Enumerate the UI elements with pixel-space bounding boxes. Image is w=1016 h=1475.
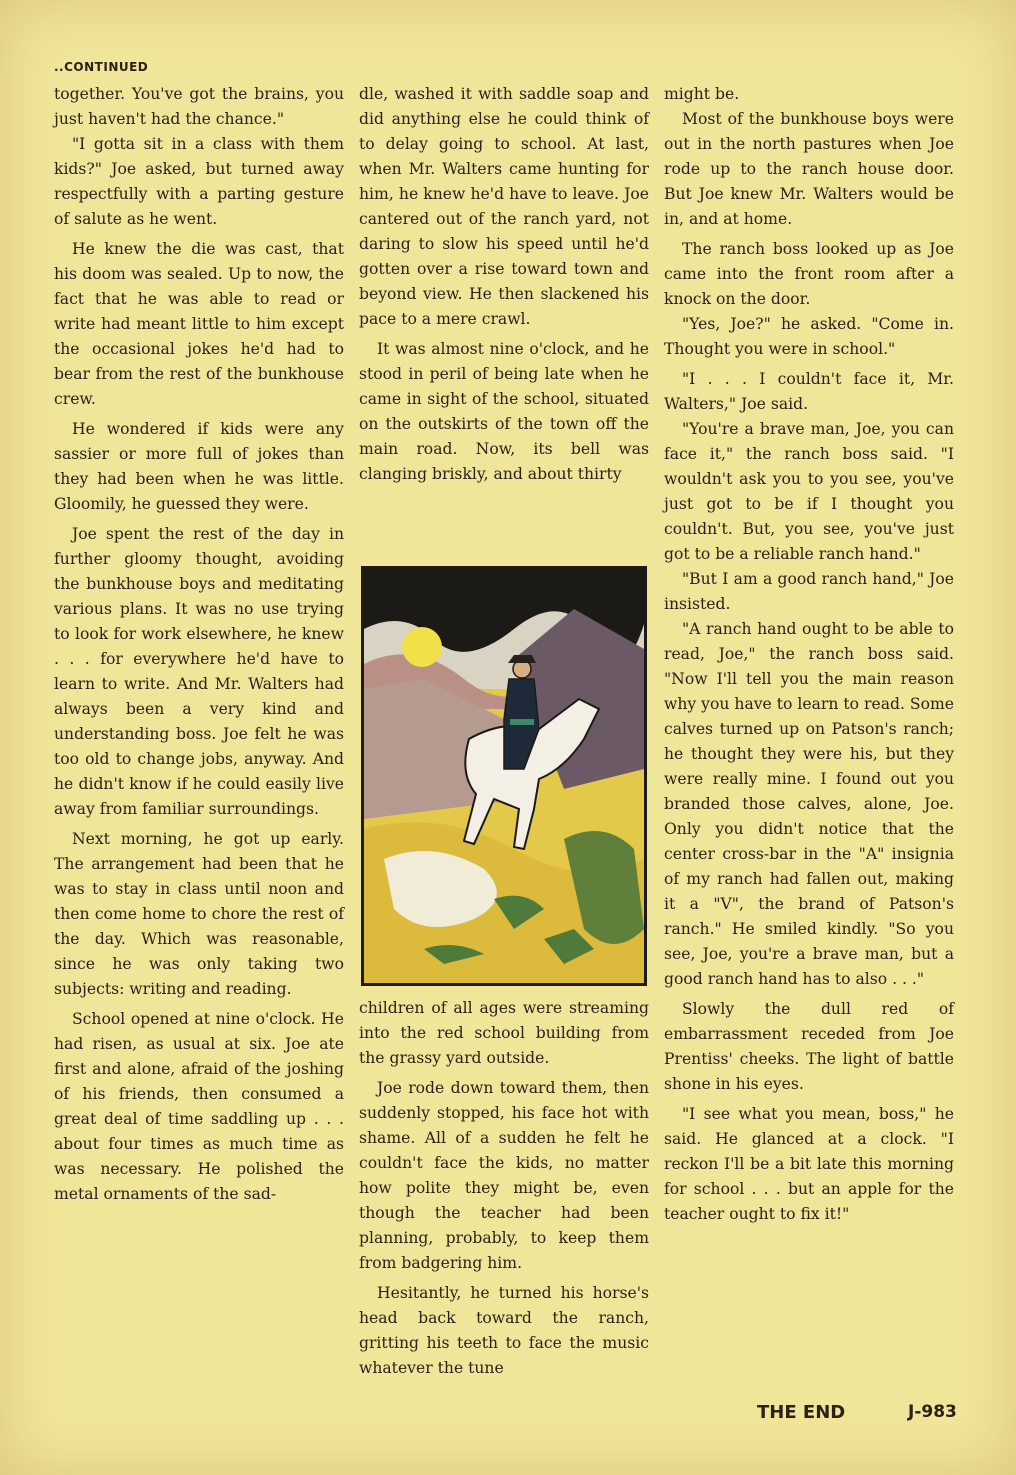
paragraph: He wondered if kids were any sassier or more full of jokes than they had been when he was little. Gloomily, he guessed they were. — [54, 420, 344, 513]
paragraph: might be. — [664, 85, 740, 103]
paragraph: dle, washed it with saddle soap and did anything else he could think of to delay going to school. At last, when Mr. Walters came hunting for him, he knew he'd have to leave. Joe cantered out of the ranch yard, not daring to slow his speed until he'd gotten over a rise toward town and beyond view. He then slackened his pace to a mere crawl. — [359, 85, 649, 328]
paragraph: He knew the die was cast, that his doom was sealed. Up to now, the fact that he was able to read or write had meant little to him except the occasional jokes he'd had to bear from the rest of the bunkhouse crew. — [54, 240, 344, 408]
paragraph: children of all ages were streaming into the red school building from the grassy yard outside. — [359, 999, 649, 1067]
text-column-2-top — [359, 82, 649, 487]
moon-icon — [402, 627, 442, 667]
paragraph: "A ranch hand ought to be able to read, Joe," the ranch boss said. "Now I'll tell you the main reason why you have to learn to read. Some calves turned up on Patson's ranch; he thought they were his, but they were really mine. I found out you branded those calves, alone, Joe. Only you didn't notice that the center cross-bar in the "A" insignia of my ranch had fallen out, making it a "V", the brand of Patson's ranch." He smiled kindly. "So you see, Joe, you're a brave man, but a good ranch hand has to also . . ." — [664, 620, 954, 988]
paragraph: "Yes, Joe?" he asked. "Come in. Thought you were in school." — [664, 315, 954, 358]
paragraph: "But I am a good ranch hand," Joe insisted. — [664, 570, 954, 613]
text-column-3 — [664, 82, 954, 1227]
paragraph: "I see what you mean, boss," he said. He glanced at a clock. "I reckon I'll be a bit late this morning for school . . . but an apple for the teacher ought to fix it!" — [664, 1105, 954, 1223]
cowboy-on-horse-illustration — [361, 566, 647, 986]
paragraph: Hesitantly, he turned his horse's head back toward the ranch, gritting his teeth to face the music whatever the tune — [359, 1284, 649, 1377]
paragraph: together. You've got the brains, you just haven't had the chance." — [54, 85, 344, 128]
night-ride-drawing — [364, 569, 644, 983]
paragraph: The ranch boss looked up as Joe came into the front room after a knock on the door. — [664, 240, 954, 308]
text-column-1 — [54, 82, 344, 1207]
paragraph: It was almost nine o'clock, and he stood in peril of being late when he came in sight of the school, situated on the outskirts of the town off the main road. Now, its bell was clanging briskly, and about thirty — [359, 340, 649, 483]
job-code-label: J-983 — [908, 1402, 957, 1422]
text-column-2-bottom — [359, 996, 649, 1381]
paragraph: "I gotta sit in a class with them kids?" Joe asked, but turned away respectfully with a parting gesture of salute as he went. — [54, 135, 344, 228]
paragraph: Next morning, he got up early. The arrangement had been that he was to stay in class until noon and then come home to chore the rest of the day. Which was reasonable, since he was only taking two subjects: writing and reading. — [54, 830, 344, 998]
paragraph: Joe spent the rest of the day in further gloomy thought, avoiding the bunkhouse boys and meditating various plans. It was no use trying to look for work elsewhere, he knew . . . for everywhere he'd have to learn to write. And Mr. Walters had always been a very kind and understanding boss. Joe felt he was too old to change jobs, anyway. And he didn't know if he could easily live away from familiar surroundings. — [54, 525, 344, 818]
continued-label: ..CONTINUED — [54, 60, 149, 74]
paragraph: Joe rode down toward them, then suddenly stopped, his face hot with shame. All of a sudden he felt he couldn't face the kids, no matter how polite they might be, even though the teacher had been planning, probably, to keep them from badgering him. — [359, 1079, 649, 1272]
paragraph: "You're a brave man, Joe, you can face it," the ranch boss said. "I wouldn't ask you to you see, you've just got to be if I thought you couldn't. But, you see, you've just got to be a reliable ranch hand." — [664, 420, 954, 563]
paragraph: "I . . . I couldn't face it, Mr. Walters," Joe said. — [664, 370, 954, 413]
paragraph: School opened at nine o'clock. He had risen, as usual at six. Joe ate first and alone, afraid of the joshing of his friends, then consumed a great deal of time saddling up . . . about four times as much time as was necessary. He polished the metal ornaments of the sad- — [54, 1010, 344, 1203]
the-end-label: THE END — [757, 1402, 846, 1423]
paragraph: Most of the bunkhouse boys were out in the north pastures when Joe rode up to the ranch house door. But Joe knew Mr. Walters would be in, and at home. — [664, 110, 954, 228]
paragraph: Slowly the dull red of embarrassment receded from Joe Prentiss' cheeks. The light of battle shone in his eyes. — [664, 1000, 954, 1093]
